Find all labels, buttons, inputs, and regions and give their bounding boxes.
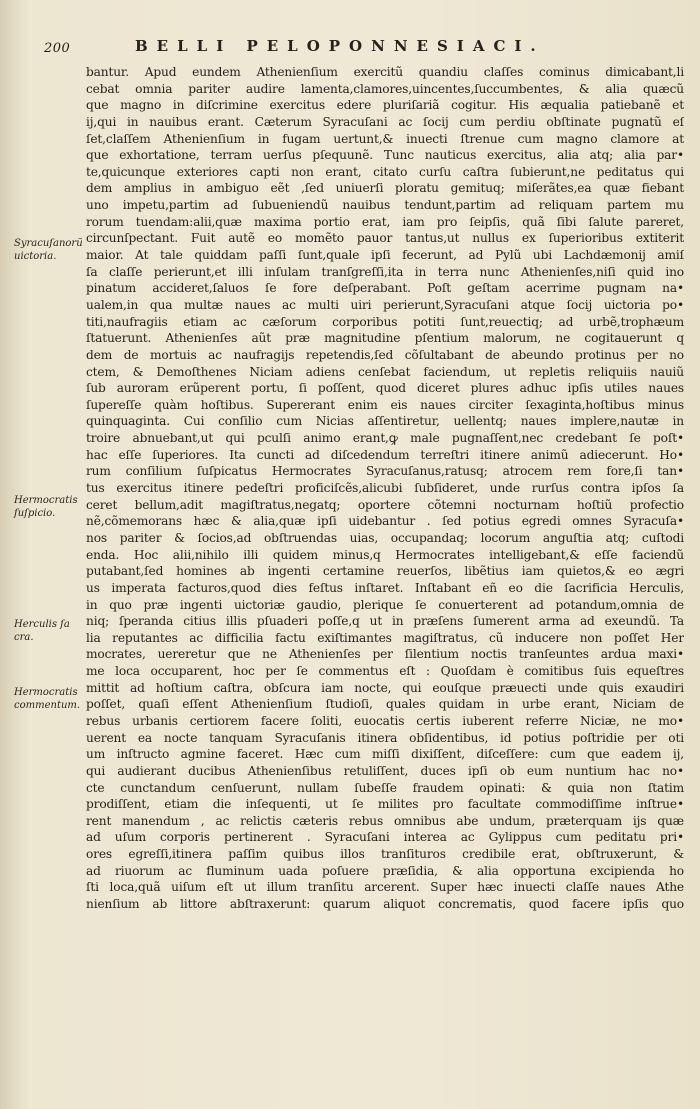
text-line: prodiſſent, etiam die inſequenti, ut ſe milites pro facultate commodiſſime inſtrue• (86, 797, 684, 812)
text-line: ſet,claſſem Athenienſium in fugam uertunt,& inuecti ſtrenue cum magno clamore at (86, 131, 684, 146)
text-line: tus exercitus itinere pedeſtri proficiſcẽs,alicubi ſubſideret, unde rurſus contra ipſos ſa (86, 481, 684, 496)
text-line: poſſet, quaſi eſſent Athenienſium ſtudioſi, quales quidam in urbe erant, Niciam de (86, 697, 684, 712)
text-line: circunſpectant. Fuit autẽ eo momẽto pauor tantus,ut nullus ex ſuperioribus extiterit (86, 231, 684, 246)
text-line: ores egreſſi,itinera paſſim quibus illos tranſituros credibile erat, obſtruxerunt, & (86, 847, 684, 862)
text-line: ualem,in qua multæ naues ac multi uiri perierunt,Syracuſani atque ſocij uictoria po• (86, 297, 684, 312)
marginal-note (14, 618, 86, 644)
text-line: maior. At tale quiddam paſſi ſunt,quale ipſi fecerunt, ad Pylũ ubi Lachdæmonij amiſ (86, 248, 684, 263)
text-line: mocrates, uereretur que ne Athenienſes per ſilentium noctis tranſeuntes ardua maxi• (86, 647, 684, 662)
text-line: qui audierant ducibus Athenienſibus retuliſſent, duces ipſi ob eum nuntium hac no• (86, 763, 684, 778)
text-line: ctem, & Demoſthenes Niciam adiens cenſebat faciendum, ut repletis reliquiis nauiũ (86, 364, 684, 379)
text-line: cebat omnia pariter audire lamenta,clamores,uincentes,ſuccumbentes, & alia quæcũ (86, 81, 684, 96)
text-line: troire abnuebant,ut qui pculſi animo erant,ꝙ male pugnaſſent,nec credebant ſe poſt• (86, 431, 684, 446)
marginal-note (14, 494, 86, 520)
text-line: ij,qui in nauibus erant. Cæterum Syracuſani ac ſocij cum perdiu obſtinate pugnatũ eſ (86, 114, 684, 129)
text-line: hac eſſe ſuperiores. Ita cuncti ad diſcedendum terreſtri itinere animũ adiecerunt. Ho• (86, 447, 684, 462)
text-line: cte cunctandum cenſuerunt, nullam ſubeſſe fraudem opinati: & quia non ſtatim (86, 780, 684, 795)
text-line: uerent ea nocte tanquam Syracuſanis itinera obſidentibus, id potius poſtridie per oti (86, 730, 684, 745)
text-line: ſti loca,quã uiſum eſt ut illum tranſitu arcerent. Super hæc inuecti claſſe naues Athe (86, 880, 684, 895)
text-line: in quo præ ingenti uictoriæ gaudio, plerique ſe conuerterent ad potandum,omnia de (86, 597, 684, 612)
body-text (86, 64, 684, 913)
text-line: que exhortatione, terram uerſus pſequunẽ. Tunc nauticus exercitus, alia atq; alia par• (86, 148, 684, 163)
marginal-note-line: uictoria. (14, 251, 57, 262)
text-line: lia reputantes ac difficilia factu exiſtimantes magiſtratus, cũ inducere non poſſet Her (86, 630, 684, 645)
marginal-note-line: commentum. (14, 700, 81, 711)
marginal-note-line: Herculis ſa (14, 619, 70, 630)
text-line: quinquaginta. Cui conſilio cum Nicias aſſentiretur, uellentq; naues implere,nautæ in (86, 414, 684, 429)
text-line: rorum tuendam:alii,quæ maxima portio erat, iam pro ſeipſis, quã ſibi ſalute pareret, (86, 214, 684, 229)
text-line: putabant,ſed homines ab ingenti certamine reuerſos, libẽtius iam quietos,& eo ægri (86, 564, 684, 579)
text-line: me loca occuparent, hoc per ſe commentus eſt : Quoſdam è comitibus ſuis equeſtres (86, 664, 684, 679)
text-line: ſub auroram erũperent portu, ſi poſſent, quod diceret plures adhuc ipſis utiles naues (86, 381, 684, 396)
text-line: nienſium ab littore abſtraxerunt: quarum aliquot concrematis, quod facere ipſis quo (86, 897, 684, 912)
marginal-note (14, 237, 86, 263)
text-line: dem amplius in ambiguo eẽt ,ſed uniuerſi ploratu gemituq; miſerãtes,ea quæ fiebant (86, 181, 684, 196)
text-line: niq; ſperanda citius illis pſuaderi poſſe,q ut in præſens ſumerent arma ad exeundũ. Ta (86, 614, 684, 629)
marginal-note-line: Hermocratis (14, 495, 78, 506)
text-line: rebus urbanis certiorem facere ſoliti, euocatis certis iuberent referre Niciæ, ne mo• (86, 713, 684, 728)
text-line: ſupereſſe quàm hoſtibus. Supererant enim eis naues circiter ſexaginta,hoſtibus minus (86, 397, 684, 412)
marginal-note-line: ſuſpicio. (14, 508, 56, 519)
text-line: nos pariter & ſocios,ad obſtruendas uias, occupandaq; locorum anguſtia atq; cuſtodi (86, 530, 684, 545)
text-line: pinatum accideret,ſaluos ſe fore deſperabant. Poſt geſtam acerrime pugnam na• (86, 281, 684, 296)
text-line: rum conſilium ſuſpicatus Hermocrates Syracuſanus,ratusq; atrocem rem fore,ſi tan• (86, 464, 684, 479)
text-line: um inſtructo agmine faceret. Hæc cum miſſi dixiſſent, diſceſſere: cum que eadem ij, (86, 747, 684, 762)
text-line: dem de mortuis ac naufragijs repetendis,ſed cõſultabant de abeundo protinus per no (86, 347, 684, 362)
marginal-note-line: cra. (14, 632, 34, 643)
text-line: ad riuorum ac fluminum uada poſuere præſidia, & alia opportuna excipienda ho (86, 863, 684, 878)
text-line: titi,naufragiis etiam ac cæſorum corporibus potiti ſunt,reuectiq; ad urbẽ,trophæum (86, 314, 684, 329)
text-line: us imperata facturos,quod dies feſtus inſtaret. Inſtabant eñ eo die ſacrificia Herculis, (86, 580, 684, 595)
text-line: ad uſum corporis pertinerent . Syracuſani interea ac Gylippus cum peditatu pri• (86, 830, 684, 845)
marginal-note-line: Hermocratis (14, 687, 78, 698)
text-line: ſtatuerunt. Athenienſes aũt præ magnitudine pſentium malorum, ne cogitauerunt q (86, 331, 684, 346)
marginal-note-line: Syracuſanorũ (14, 238, 83, 249)
text-line: enda. Hoc alii,nihilo illi quidem minus,q Hermocrates intelligebant,& eſſe faciendũ (86, 547, 684, 562)
text-line: ceret bellum,adit magiſtratus,negatq; oportere cõtemni nocturnam hoſtiũ profectio (86, 497, 684, 512)
running-title: BELLI PELOPONNESIACI. (135, 37, 545, 55)
text-line: ſa claſſe perierunt,et illi inſulam tranſgreſſi,ita in terra nunc Athenienſes,niſi quid ino (86, 264, 684, 279)
marginal-note (14, 686, 86, 712)
text-line: te,quicunque exteriores capti non erant, citato curſu caſtra ſubierunt,ne peditatus qui (86, 164, 684, 179)
page-number: 200 (44, 41, 71, 56)
text-line: rent manendum , ac relictis cæteris rebus omnibus abe undum, præterquam ijs quæ (86, 813, 684, 828)
text-line: nẽ,cõmemorans hæc & alia,quæ ipſi uidebantur . ſed potius egredi omnes Syracuſa• (86, 514, 684, 529)
text-line: uno impetu,partim ad ſubueniendũ nauibus tendunt,partim ad reliquam partem mu (86, 198, 684, 213)
text-line: bantur. Apud eundem Athenienſium exercitũ quandiu claſſes cominus dimicabant,li (86, 65, 684, 79)
text-line: que magno in diſcrimine exercitus edere pluriſariã cogitur. His æqualia patiebanẽ et (86, 98, 684, 113)
text-line: mittit ad hoſtium caſtra, obſcura iam nocte, qui eouſque præuecti unde quis exaudiri (86, 680, 684, 695)
